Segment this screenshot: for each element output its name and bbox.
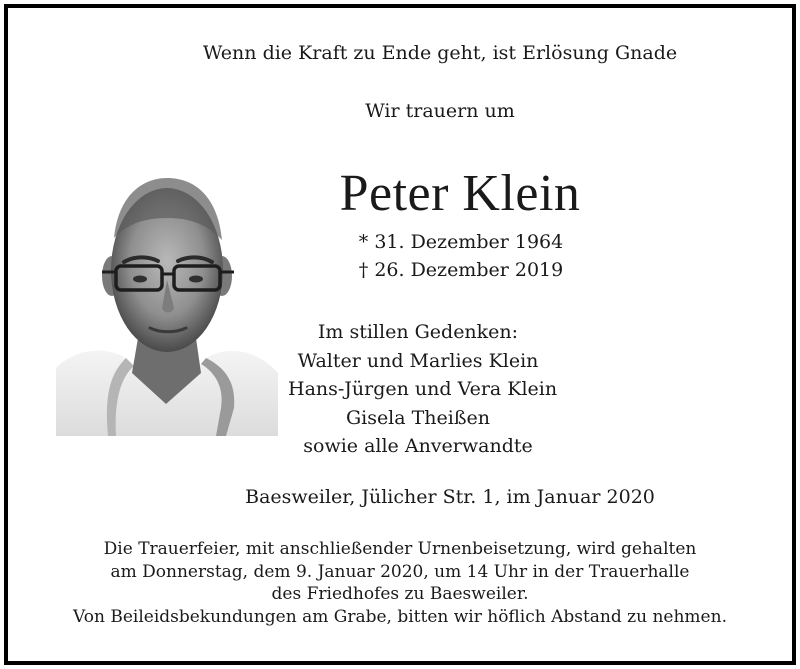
- mourner-line: Hans-Jürgen und Vera Klein: [288, 378, 558, 400]
- death-date: † 26. Dezember 2019: [358, 259, 564, 281]
- mourner-line: sowie alle Anverwandte: [303, 435, 533, 457]
- details-line: Die Trauerfeier, mit anschließender Urnenbeisetzung, wird gehalten: [103, 539, 697, 559]
- details-line: am Donnerstag, dem 9. Januar 2020, um 14 Uhr in der Trauerhalle: [110, 561, 690, 582]
- deceased-name: Peter Klein: [339, 165, 581, 222]
- birth-date: * 31. Dezember 1964: [358, 231, 564, 253]
- place-date: Baesweiler, Jülicher Str. 1, im Januar 2020: [245, 486, 655, 508]
- mourner-line: Walter und Marlies Klein: [297, 349, 539, 372]
- details-line: des Friedhofes zu Baesweiler.: [271, 584, 529, 604]
- intro-text: Wir trauern um: [365, 100, 515, 122]
- obituary-frame: [4, 4, 796, 665]
- funeral-details: [18, 538, 782, 628]
- motto-text: Wenn die Kraft zu Ende geht, ist Erlösung Gnade: [202, 42, 678, 64]
- details-line: Von Beileidsbekundungen am Grabe, bitten wir höflich Abstand zu nehmen.: [73, 606, 727, 627]
- mourner-line: Gisela Theißen: [345, 406, 491, 429]
- mourners-heading: Im stillen Gedenken:: [317, 321, 519, 343]
- mourners-list: [288, 318, 558, 461]
